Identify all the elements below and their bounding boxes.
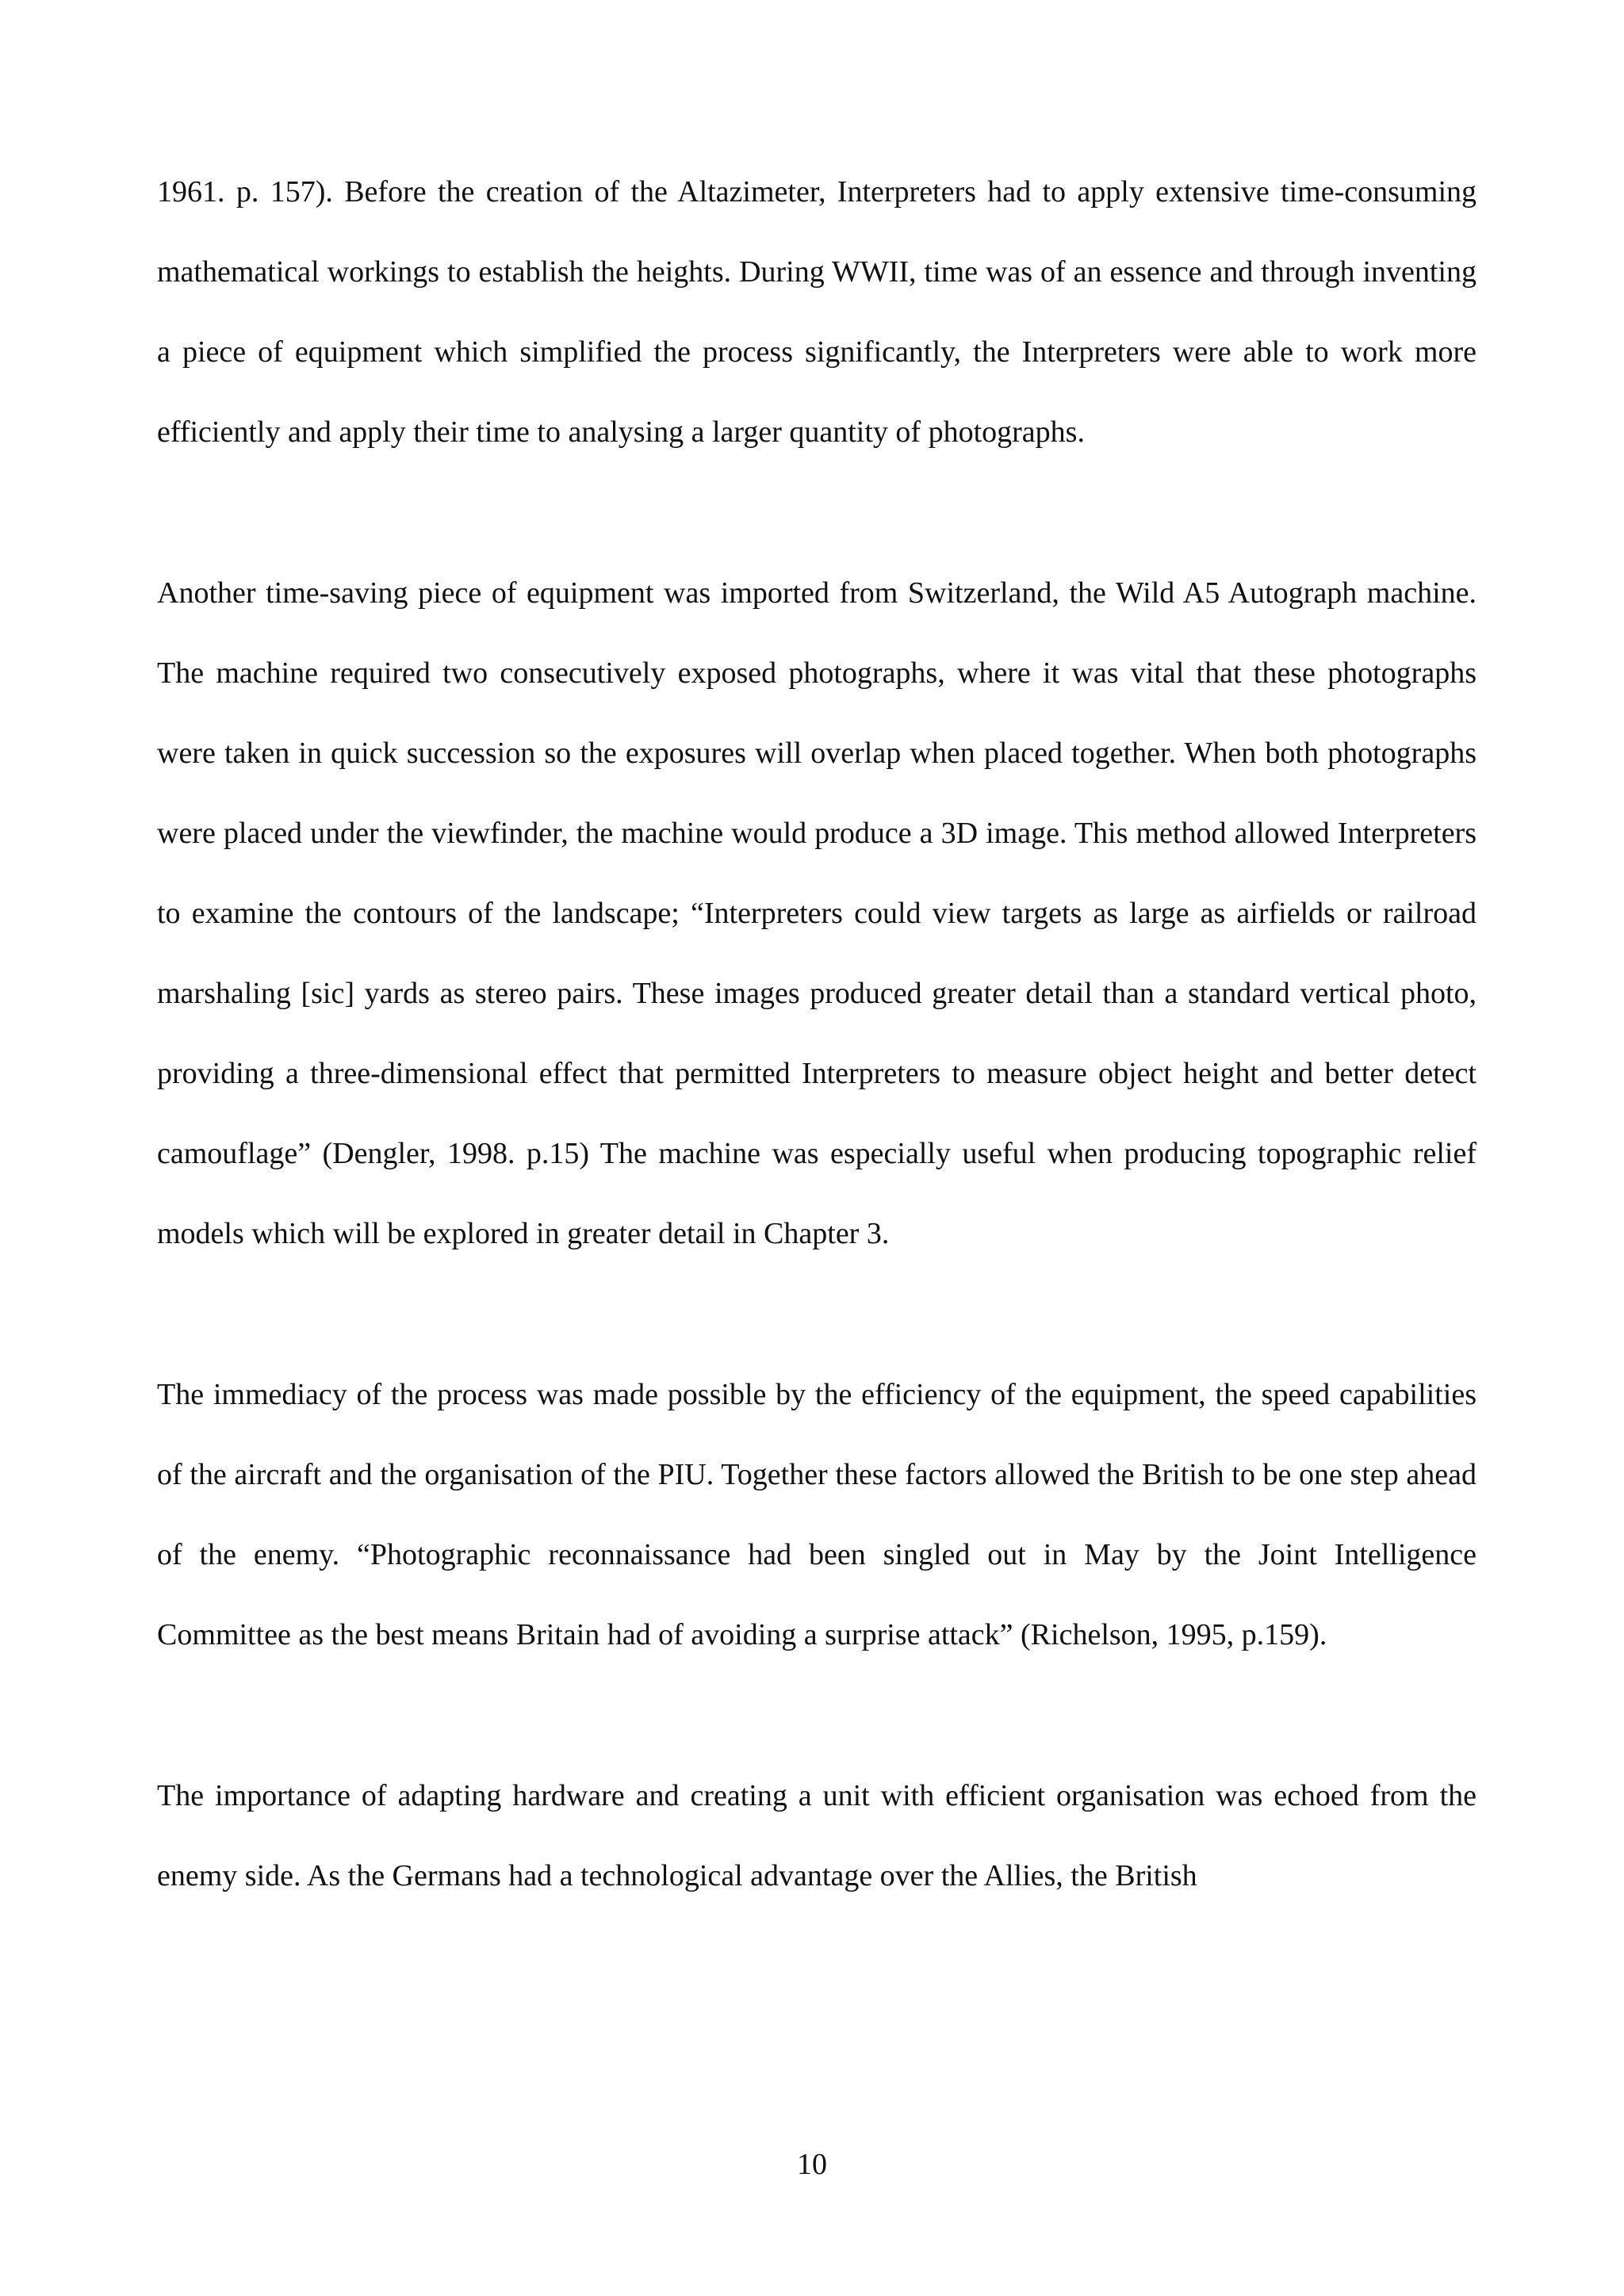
paragraph-immediacy: The immediacy of the process was made possible by the efficiency of the equipment, the speed capabilities of the aircraft and the organisation of the PIU. Together these factors allowed the British to be one step ahead of the enemy. “Photographic reconnaissance had been singled out in May by the Joint Intelligence Committee as the best means Britain had of avoiding a surprise attack” (Richelson, 1995, p.159).	[157, 1378, 1477, 1651]
paragraph-altazimeter: 1961. p. 157). Before the creation of the Altazimeter, Interpreters had to apply extensive time-consuming mathematical workings to establish the heights. During WWII, time was of an essence and through inventing a piece of equipment which simplified the process significantly, the Interpreters were able to work more efficiently and apply their time to analysing a larger quantity of photographs.	[157, 175, 1477, 449]
paragraph-autograph-machine: Another time-saving piece of equipment was imported from Switzerland, the Wild A5 Autograph machine. The machine required two consecutively exposed photographs, where it was vital that these photographs were taken in quick succession so the exposures will overlap when placed together. When both photographs were placed under the viewfinder, the machine would produce a 3D image. This method allowed Interpreters to examine the contours of the landscape; “Interpreters could view targets as large as airfields or railroad marshaling [sic] yards as stereo pairs. These images produced greater detail than a standard vertical photo, providing a three-dimensional effect that permitted Interpreters to measure object height and better detect camouflage” (Dengler, 1998. p.15) The machine was especially useful when producing topographic relief models which will be explored in greater detail in Chapter 3.	[157, 576, 1477, 1250]
body-text	[157, 152, 1477, 1916]
paragraph-enemy-side: The importance of adapting hardware and creating a unit with efficient organisation was echoed from the enemy side. As the Germans had a technological advantage over the Allies, the British	[157, 1779, 1477, 1892]
page-number: 10	[797, 2148, 827, 2181]
